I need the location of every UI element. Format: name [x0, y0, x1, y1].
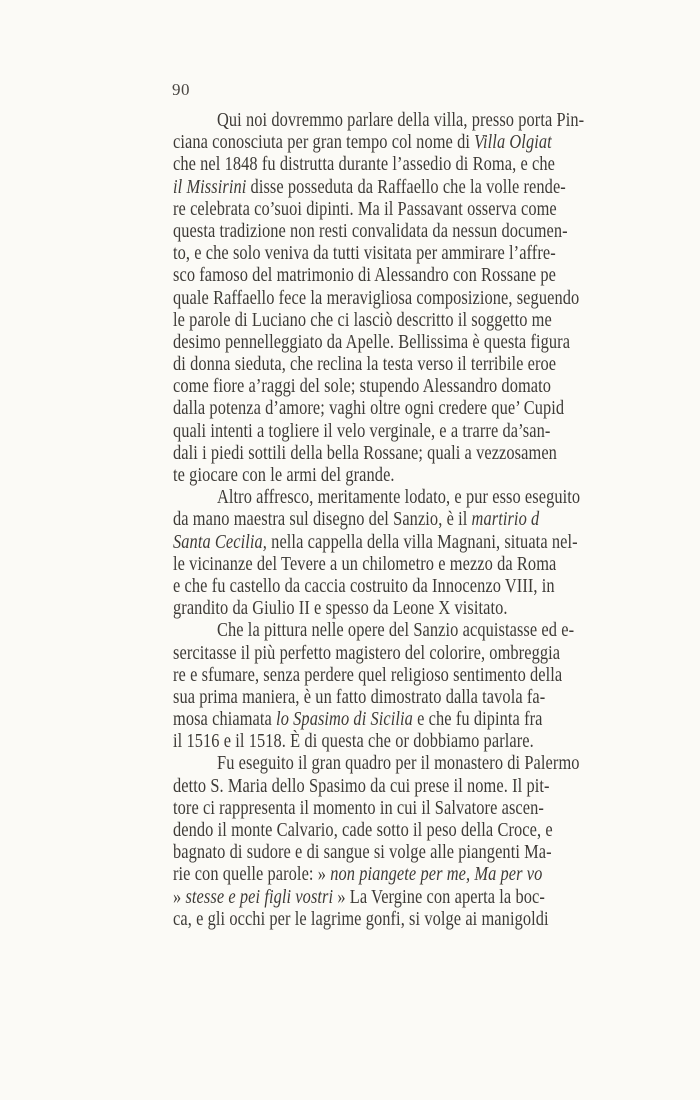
text-line [173, 665, 627, 687]
text-segment: bagnato di sudore e di sangue si volge alle piangenti Ma- [173, 842, 552, 864]
text-line [173, 243, 627, 265]
text-segment: » [173, 886, 186, 908]
text-segment: to, e che solo veniva da tutti visitata per ammirare l’affre- [173, 243, 556, 265]
text-line [173, 110, 627, 132]
text-segment: il 1516 e il 1518. È di questa che or dobbiamo parlare. [173, 731, 534, 753]
text-line [173, 620, 627, 642]
text-segment: sua prima maniera, è un fatto dimostrato dalla tavola fa- [173, 686, 546, 708]
text-segment: ca, e gli occhi per le lagrime gonfi, si volge ai manigoldi [173, 908, 549, 930]
text-segment: quale Raffaello fece la meravigliosa composizione, seguendo [173, 287, 580, 309]
text-segment: desimo pennelleggiato da Apelle. Bellissima è questa figura [173, 331, 571, 353]
text-line [173, 398, 627, 420]
text-segment: tore ci rappresenta il momento in cui il Salvatore ascen- [173, 797, 544, 819]
text-line [173, 687, 627, 709]
text-segment: dendo il monte Calvario, cade sotto il peso della Croce, e [173, 820, 553, 841]
text-segment: Che la pittura nelle opere del Sanzio acquistasse ed e- [216, 620, 575, 642]
text-segment: le parole di Luciano che ci lasciò descritto il soggetto me [173, 309, 552, 331]
text-segment: nella cappella della villa Magnani, situata nel- [266, 531, 578, 553]
text-line [173, 532, 627, 554]
text-segment: che nel 1848 fu distrutta durante l’assedio di Roma, e che [173, 154, 555, 176]
text-segment: sercitasse il più perfetto magistero del colorire, ombreggia [173, 642, 561, 664]
text-line [173, 265, 627, 287]
text-segment: rie con quelle parole: » [173, 864, 331, 886]
text-segment: ciana conosciuta per gran tempo col nome di [173, 132, 475, 154]
text-line [173, 221, 627, 243]
text-segment: e che fu dipinta fra [412, 709, 543, 731]
text-line [173, 132, 627, 154]
text-line [173, 753, 627, 775]
italic-text: martirio d [471, 509, 540, 531]
text-segment: dalla potenza d’amore; vaghi oltre ogni credere que’ Cupid [173, 398, 565, 420]
text-line [173, 776, 627, 798]
text-line [173, 332, 627, 354]
text-segment: da mano maestra sul disegno del Sanzio, è il [173, 509, 472, 531]
text-segment: di donna sieduta, che reclina la testa verso il terribile eroe [173, 354, 557, 376]
text-line [173, 864, 627, 886]
text-segment: come fiore a’raggi del sole; stupendo Alessandro domato [173, 376, 552, 398]
text-line [173, 643, 627, 665]
text-segment: detto S. Maria dello Spasimo da cui prese il nome. Il pit- [173, 775, 550, 797]
italic-text: stesse e pei figli vostri [185, 886, 334, 908]
text-segment: quali intenti a togliere il velo verginale, e a trarre da’san- [173, 420, 551, 442]
text-line [173, 310, 627, 332]
text-line [173, 154, 627, 176]
italic-text: Villa Olgiat [474, 132, 552, 154]
text-segment: disse posseduta da Raffaello che la volle rende- [246, 176, 566, 198]
text-segment: le vicinanze del Tevere a un chilometro e mezzo da Roma [173, 553, 557, 575]
italic-text: Santa Cecilia, [173, 531, 267, 553]
text-segment: Qui noi dovremmo parlare della villa, presso porta Pin- [216, 110, 585, 131]
text-line [173, 443, 627, 465]
text-line [173, 909, 627, 931]
italic-text: il Missirini [173, 176, 247, 198]
text-segment: Fu eseguito il gran quadro per il monastero di Palermo [216, 753, 580, 775]
text-line [173, 887, 627, 909]
text-segment: re celebrata co’suoi dipinti. Ma il Passavant osserva come [173, 198, 557, 220]
italic-text: non piangete per me, Ma per vo [330, 864, 543, 886]
text-segment: dali i piedi sottili della bella Rossane; quali a vezzosamen [173, 442, 557, 464]
text-segment: te giocare con le armi del grande. [173, 465, 395, 486]
text-segment: e che fu castello da caccia costruito da Innocenzo VIII, in [173, 575, 555, 597]
text-line [173, 199, 627, 221]
text-line [173, 554, 627, 576]
text-line [173, 487, 627, 509]
text-segment: » La Vergine con aperta la boc- [333, 886, 545, 908]
text-line [173, 177, 627, 199]
text-line [173, 709, 627, 731]
text-line [173, 820, 627, 842]
text-line [173, 376, 627, 398]
text-line [173, 576, 627, 598]
italic-text: lo Spasimo di Sicilia [276, 709, 413, 731]
text-segment: Altro affresco, meritamente lodato, e pur esso eseguito [216, 487, 581, 509]
text-segment: mosa chiamata [173, 709, 277, 731]
body-text [173, 110, 700, 931]
text-line [173, 421, 627, 443]
text-line [173, 509, 627, 531]
text-line [173, 798, 627, 820]
text-line [173, 465, 627, 487]
text-segment: grandito da Giulio II e spesso da Leone X visitato. [173, 598, 508, 620]
page-number: 90 [172, 80, 190, 99]
text-segment: sco famoso del matrimonio di Alessandro con Rossane pe [173, 265, 557, 287]
text-line [173, 842, 627, 864]
text-segment: questa tradizione non resti convalidata da nessun documen- [173, 220, 568, 242]
text-line [173, 598, 627, 620]
text-line [173, 731, 627, 753]
text-line [173, 288, 627, 310]
text-segment: re e sfumare, senza perdere quel religioso sentimento della [173, 664, 563, 686]
text-line [173, 354, 627, 376]
